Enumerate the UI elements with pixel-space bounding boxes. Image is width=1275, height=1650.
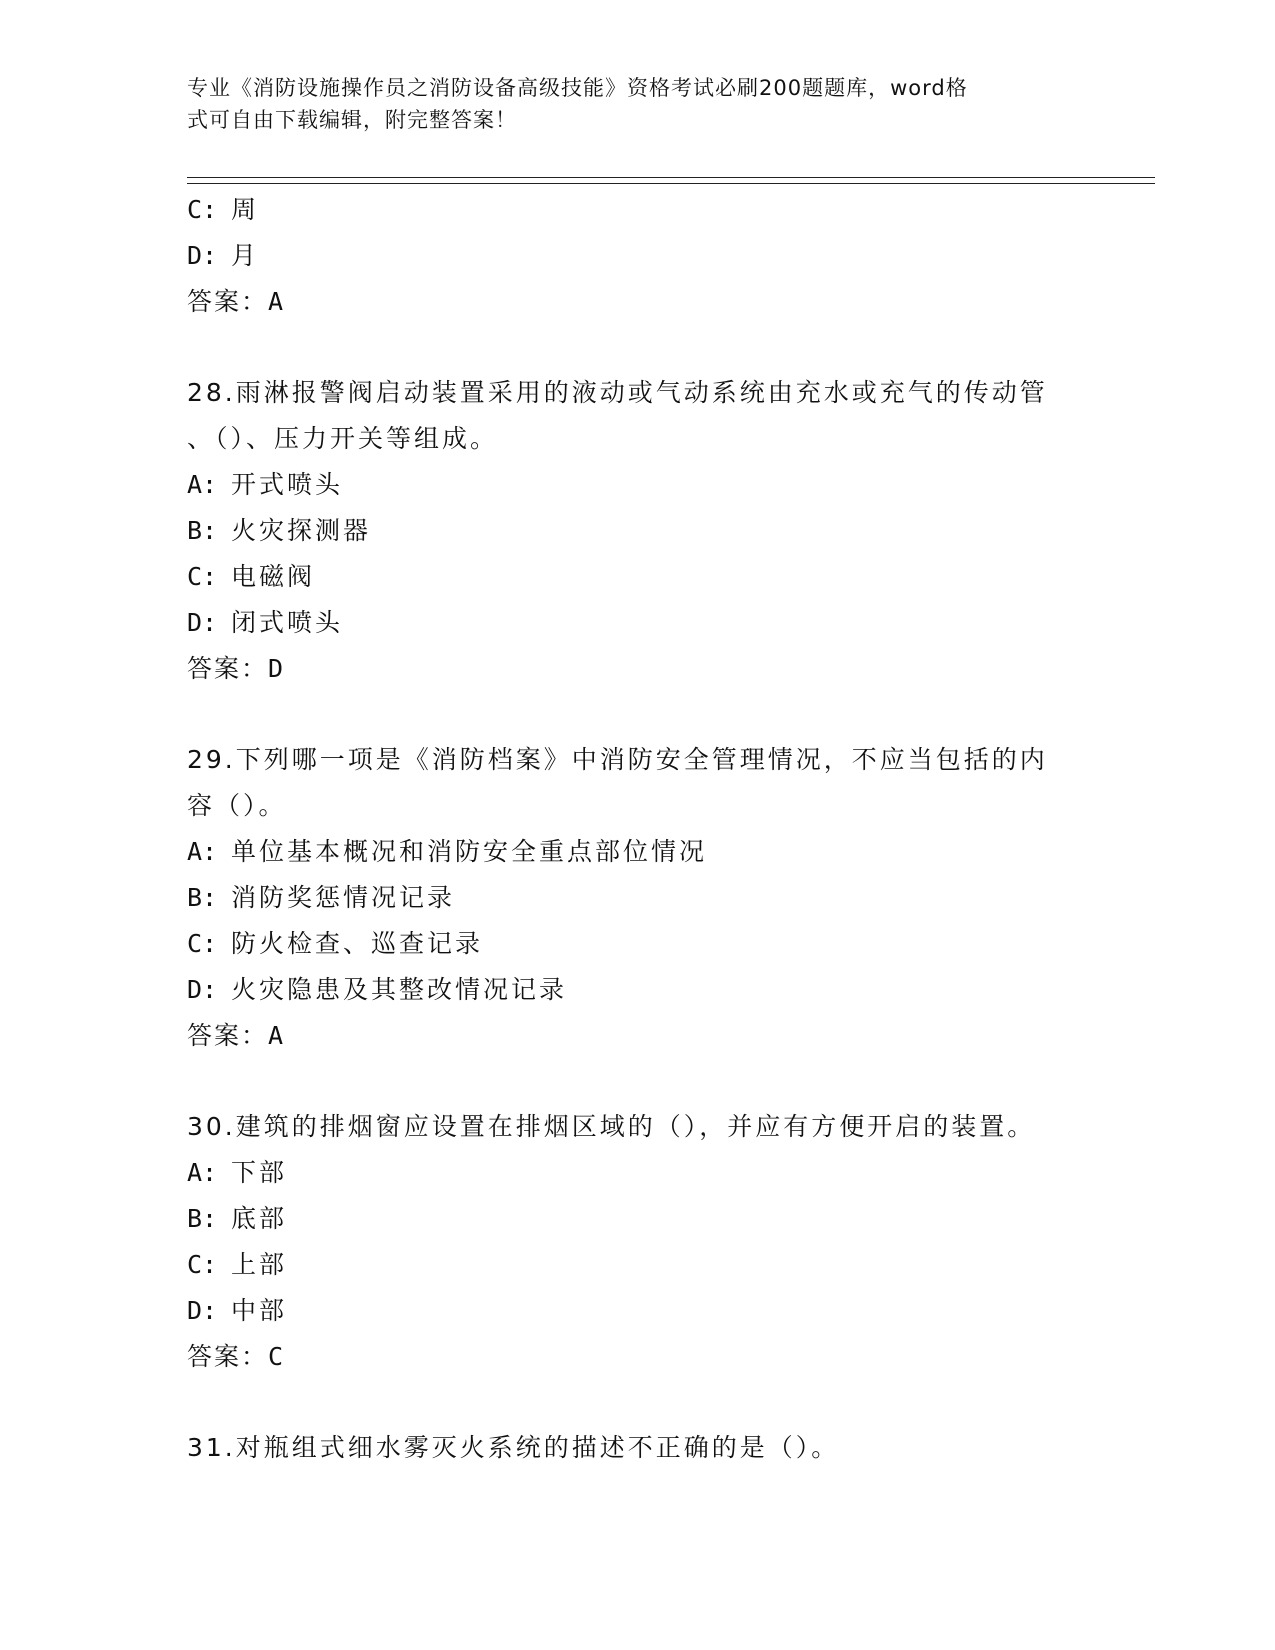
- option-a: [187, 462, 1147, 508]
- option-letter: B:: [187, 1204, 218, 1233]
- option-b: [187, 1196, 1147, 1242]
- answer-value: A: [268, 1021, 284, 1050]
- option-letter: C:: [187, 1250, 218, 1279]
- option-letter: D:: [187, 975, 218, 1004]
- option-c: [187, 1242, 1147, 1288]
- answer-label: 答案：: [187, 654, 269, 683]
- option-letter: B:: [187, 883, 218, 912]
- option-letter: C:: [187, 195, 218, 224]
- answer-value: A: [268, 287, 284, 316]
- question-stem-line-1: 28.雨淋报警阀启动装置采用的液动或气动系统由充水或充气的传动管: [187, 378, 1048, 407]
- option-letter: A:: [187, 470, 218, 499]
- option-text: 电磁阀: [231, 562, 316, 591]
- option-d: [187, 967, 1147, 1013]
- question-29: [187, 737, 1147, 1059]
- option-text: 火灾隐患及其整改情况记录: [231, 975, 568, 1004]
- answer-label: 答案：: [187, 1342, 269, 1371]
- option-a: [187, 1150, 1147, 1196]
- document-header: [187, 72, 1087, 136]
- option-letter: D:: [187, 241, 218, 270]
- option-text: 火灾探测器: [231, 516, 372, 545]
- question-30: [187, 1104, 1147, 1380]
- option-c: [187, 187, 1147, 233]
- question-stem-line-1: 29.下列哪一项是《消防档案》中消防安全管理情况，不应当包括的内: [187, 745, 1048, 774]
- answer-label: 答案：: [187, 287, 269, 316]
- answer-line: [187, 646, 1147, 692]
- question-27-continuation: [187, 187, 1147, 325]
- header-title-line-2: 式可自由下载编辑，附完整答案！: [187, 108, 517, 132]
- header-divider-bottom: [187, 183, 1155, 184]
- option-letter: C:: [187, 562, 218, 591]
- answer-line: [187, 1013, 1147, 1059]
- option-letter: A:: [187, 837, 218, 866]
- question-stem-line-1: 31.对瓶组式细水雾灭火系统的描述不正确的是（）。: [187, 1433, 840, 1462]
- answer-value: D: [268, 654, 284, 683]
- option-text: 开式喷头: [231, 470, 344, 499]
- question-stem-line-1: 30.建筑的排烟窗应设置在排烟区域的（），并应有方便开启的装置。: [187, 1112, 1036, 1141]
- answer-label: 答案：: [187, 1021, 269, 1050]
- option-letter: D:: [187, 608, 218, 637]
- question-stem-line-2: 、（）、压力开关等组成。: [187, 424, 499, 453]
- answer-line: [187, 279, 1147, 325]
- option-letter: B:: [187, 516, 218, 545]
- option-letter: D:: [187, 1296, 218, 1325]
- option-text: 周: [231, 195, 260, 224]
- question-28: [187, 370, 1147, 692]
- option-text: 中部: [231, 1296, 288, 1325]
- option-d: [187, 600, 1147, 646]
- option-d: [187, 233, 1147, 279]
- option-text: 防火检查、巡查记录: [231, 929, 484, 958]
- option-c: [187, 921, 1147, 967]
- option-c: [187, 554, 1147, 600]
- question-stem-line-2: 容（）。: [187, 791, 287, 820]
- answer-line: [187, 1334, 1147, 1380]
- option-text: 月: [231, 241, 260, 270]
- header-title-line-1: 专业《消防设施操作员之消防设备高级技能》资格考试必刷200题题库，word格: [187, 76, 968, 100]
- option-text: 底部: [231, 1204, 288, 1233]
- option-text: 上部: [231, 1250, 288, 1279]
- question-list: [187, 187, 1147, 1471]
- option-d: [187, 1288, 1147, 1334]
- question-31: [187, 1425, 1147, 1471]
- option-letter: C:: [187, 929, 218, 958]
- option-text: 消防奖惩情况记录: [231, 883, 456, 912]
- option-text: 单位基本概况和消防安全重点部位情况: [231, 837, 708, 866]
- option-b: [187, 508, 1147, 554]
- option-b: [187, 875, 1147, 921]
- header-divider-top: [187, 177, 1155, 178]
- option-a: [187, 829, 1147, 875]
- option-text: 闭式喷头: [231, 608, 344, 637]
- answer-value: C: [268, 1342, 284, 1371]
- option-text: 下部: [231, 1158, 288, 1187]
- option-letter: A:: [187, 1158, 218, 1187]
